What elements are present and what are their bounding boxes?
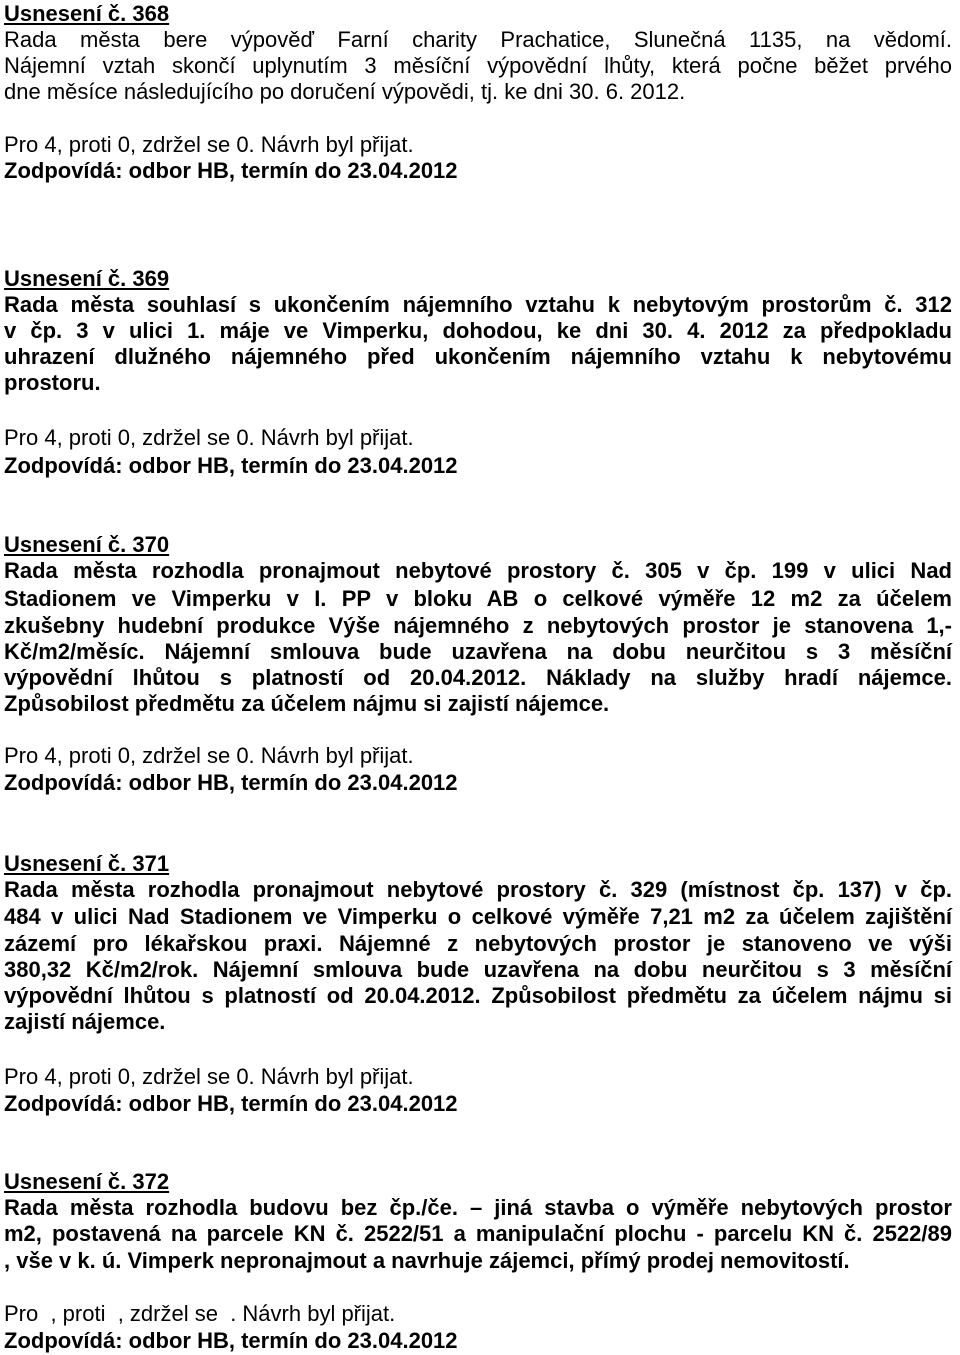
resolution-text-line: 484 v ulici Nad Stadionem ve Vimperku o celkové výměře 7,21 m2 za účelem zajištění (4, 904, 952, 929)
resolution-text-line: Stadionem ve Vimperku v I. PP v bloku AB o celkové výměře 12 m2 za účelem (4, 586, 952, 611)
resolution-text-line: Rada města rozhodla pronajmout nebytové prostory č. 305 v čp. 199 v ulici Nad (4, 558, 952, 583)
resolution-text-line: Rada města souhlasí s ukončením nájemního vztahu k nebytovým prostorům č. 312 (4, 292, 952, 317)
resolution-text-line: zázemí pro lékařskou praxi. Nájemné z nebytových prostor je stanoveno ve výši (4, 931, 952, 956)
resolution-heading: Usnesení č. 368 (4, 1, 170, 26)
resolution-text-line: Nájemní vztah skončí uplynutím 3 měsíční výpovědní lhůty, která počne běžet prvého (4, 53, 952, 78)
resolution-text-line: Způsobilost předmětu za účelem nájmu si zajistí nájemce. (4, 691, 610, 716)
vote-result: Pro 4, proti 0, zdržel se 0. Návrh byl přijat. (4, 743, 414, 768)
resolution-text-line: Rada města rozhodla pronajmout nebytové prostory č. 329 (místnost čp. 137) v čp. (4, 877, 952, 902)
resolution-heading: Usnesení č. 372 (4, 1169, 170, 1194)
vote-result: Pro , proti , zdržel se . Návrh byl přijat. (4, 1301, 396, 1326)
resolution-text-line: zajistí nájemce. (4, 1009, 166, 1034)
vote-result: Pro 4, proti 0, zdržel se 0. Návrh byl přijat. (4, 132, 414, 157)
resolution-text-line: Rada města bere výpověď Farní charity Prachatice, Slunečná 1135, na vědomí. (4, 27, 952, 52)
resolution-text-line: prostoru. (4, 370, 101, 395)
responsible-party: Zodpovídá: odbor HB, termín do 23.04.2012 (4, 1328, 458, 1353)
responsible-party: Zodpovídá: odbor HB, termín do 23.04.2012 (4, 1091, 458, 1116)
resolution-text-line: v čp. 3 v ulici 1. máje ve Vimperku, dohodou, ke dni 30. 4. 2012 za předpokladu (4, 318, 952, 343)
resolution-heading: Usnesení č. 369 (4, 266, 170, 291)
resolution-text-line: Kč/m2/měsíc. Nájemní smlouva bude uzavřena na dobu neurčitou s 3 měsíční (4, 639, 952, 664)
vote-result: Pro 4, proti 0, zdržel se 0. Návrh byl přijat. (4, 425, 414, 450)
resolution-text-line: výpovědní lhůtou s platností od 20.04.2012. Způsobilost předmětu za účelem nájmu si (4, 983, 952, 1008)
resolution-text-line: zkušebny hudební produkce Výše nájemného z nebytových prostor je stanovena 1,- (4, 613, 952, 638)
resolution-heading: Usnesení č. 371 (4, 851, 170, 876)
resolution-text-line: 380,32 Kč/m2/rok. Nájemní smlouva bude uzavřena na dobu neurčitou s 3 měsíční (4, 957, 952, 982)
resolution-text-line: výpovědní lhůtou s platností od 20.04.2012. Náklady na služby hradí nájemce. (4, 665, 952, 690)
resolution-text-line: dne měsíce následujícího po doručení výpovědi, tj. ke dni 30. 6. 2012. (4, 79, 686, 104)
responsible-party: Zodpovídá: odbor HB, termín do 23.04.2012 (4, 158, 458, 183)
resolution-text-line: , vše v k. ú. Vimperk nepronajmout a navrhuje zájemci, přímý prodej nemovitostí. (4, 1248, 850, 1273)
resolution-heading: Usnesení č. 370 (4, 532, 170, 557)
vote-result: Pro 4, proti 0, zdržel se 0. Návrh byl přijat. (4, 1064, 414, 1089)
resolution-text-line: m2, postavená na parcele KN č. 2522/51 a manipulační plochu - parcelu KN č. 2522/89 (4, 1221, 952, 1246)
responsible-party: Zodpovídá: odbor HB, termín do 23.04.2012 (4, 453, 458, 478)
resolution-text-line: uhrazení dlužného nájemného před ukončením nájemního vztahu k nebytovému (4, 344, 952, 369)
responsible-party: Zodpovídá: odbor HB, termín do 23.04.2012 (4, 770, 458, 795)
resolution-text-line: Rada města rozhodla budovu bez čp./če. – jiná stavba o výměře nebytových prostor (4, 1195, 952, 1220)
